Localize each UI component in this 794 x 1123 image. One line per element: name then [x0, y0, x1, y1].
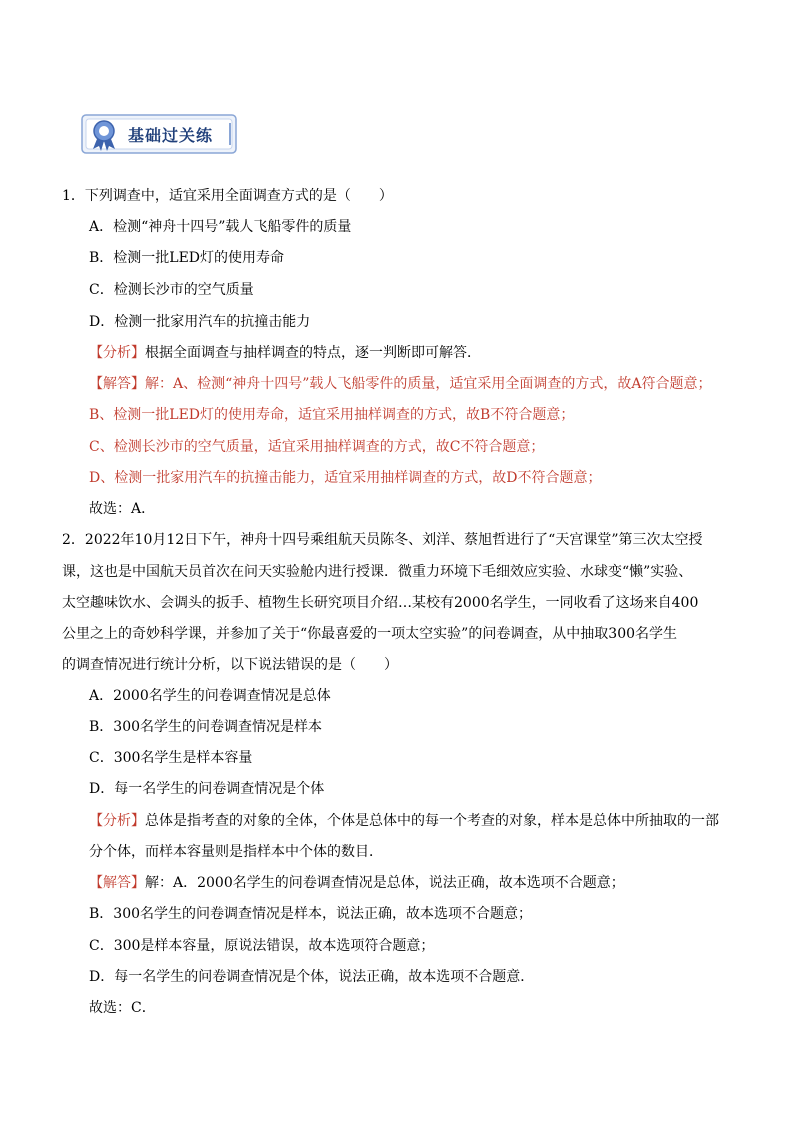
- q1-solution-line-4: D、检测一批家用汽车的抗撞击能力，适宜采用抽样调查的方式，故D不符合题意；: [89, 470, 602, 486]
- analysis-tag: 【分析】: [89, 345, 145, 361]
- q1-option-d: D．检测一批家用汽车的抗撞击能力: [89, 314, 311, 330]
- q1-analysis: [89, 343, 481, 363]
- q2-option-d: D．每一名学生的问卷调查情况是个体: [89, 781, 325, 797]
- q1-option-a: A．检测“神舟十四号”载人飞船零件的质量: [89, 219, 352, 235]
- q2-answer: 故选：C．: [89, 1000, 156, 1016]
- solution-text: 解：A．2000名学生的问卷调查情况是总体，说法正确，故本选项不合题意；: [145, 875, 625, 891]
- q1-answer: 故选：A．: [89, 501, 156, 517]
- q2-stem-line-5: 的调查情况进行统计分析，以下说法错误的是（ ）: [62, 657, 398, 673]
- q2-stem-line-1: 2．2022年10月12日下午，神舟十四号乘组航天员陈冬、刘洋、蔡旭哲进行了“天宫课堂”第三次太空授: [62, 532, 703, 548]
- q1-solution-line-2: B、检测一批LED灯的使用寿命，适宜采用抽样调查的方式，故B不符合题意；: [89, 407, 575, 423]
- analysis-tag: 【分析】: [89, 813, 145, 829]
- section-banner: [80, 111, 240, 157]
- q2-stem-line-2: 课，这也是中国航天员首次在问天实验舱内进行授课．微重力环境下毛细效应实验、水球变“懒”实验、: [62, 564, 693, 580]
- q2-option-c: C．300名学生是样本容量: [89, 750, 253, 766]
- q1-option-b: B．检测一批LED灯的使用寿命: [89, 250, 285, 266]
- q1-solution-line-1: [89, 374, 712, 394]
- q2-solution-line-4: D．每一名学生的问卷调查情况是个体，说法正确，故本选项不合题意．: [89, 969, 535, 985]
- q2-solution-line-3: C．300是样本容量，原说法错误，故本选项符合题意；: [89, 938, 435, 954]
- q2-analysis-line-2: 分个体，而样本容量则是指样本中个体的数目．: [89, 844, 383, 860]
- q2-stem-line-4: 公里之上的奇妙科学课，并参加了关于“你最喜爱的一项太空实验”的问卷调查，从中抽取300名学生: [62, 626, 678, 642]
- analysis-text: 总体是指考查的对象的全体，个体是总体中的每一个考查的对象，样本是总体中所抽取的一部: [145, 813, 719, 829]
- q1-solution-line-3: C、检测长沙市的空气质量，适宜采用抽样调查的方式，故C不符合题意；: [89, 439, 545, 455]
- q2-option-b: B．300名学生的问卷调查情况是样本: [89, 719, 323, 735]
- q1-option-c: C．检测长沙市的空气质量: [89, 282, 254, 298]
- q2-option-a: A．2000名学生的问卷调查情况是总体: [89, 688, 331, 704]
- q2-solution-line-1: [89, 873, 625, 893]
- analysis-text: 根据全面调查与抽样调查的特点，逐一判断即可解答．: [145, 345, 481, 361]
- solution-tag: 【解答】: [89, 875, 145, 891]
- banner-title: 基础过关练: [128, 126, 214, 145]
- solution-tag: 【解答】: [89, 376, 145, 392]
- solution-text: 解：A、检测“神舟十四号”载人飞船零件的质量，适宜采用全面调查的方式，故A符合题意；: [145, 376, 712, 392]
- q2-stem-line-3: 太空趣味饮水、会调头的扳手、植物生长研究项目介绍…某校有2000名学生，一同收看了这场来自400: [62, 595, 699, 611]
- q2-analysis-line-1: [89, 811, 719, 831]
- q2-solution-line-2: B．300名学生的问卷调查情况是样本，说法正确，故本选项不合题意；: [89, 906, 533, 922]
- q1-stem: 1．下列调查中，适宜采用全面调查方式的是（ ）: [62, 188, 393, 204]
